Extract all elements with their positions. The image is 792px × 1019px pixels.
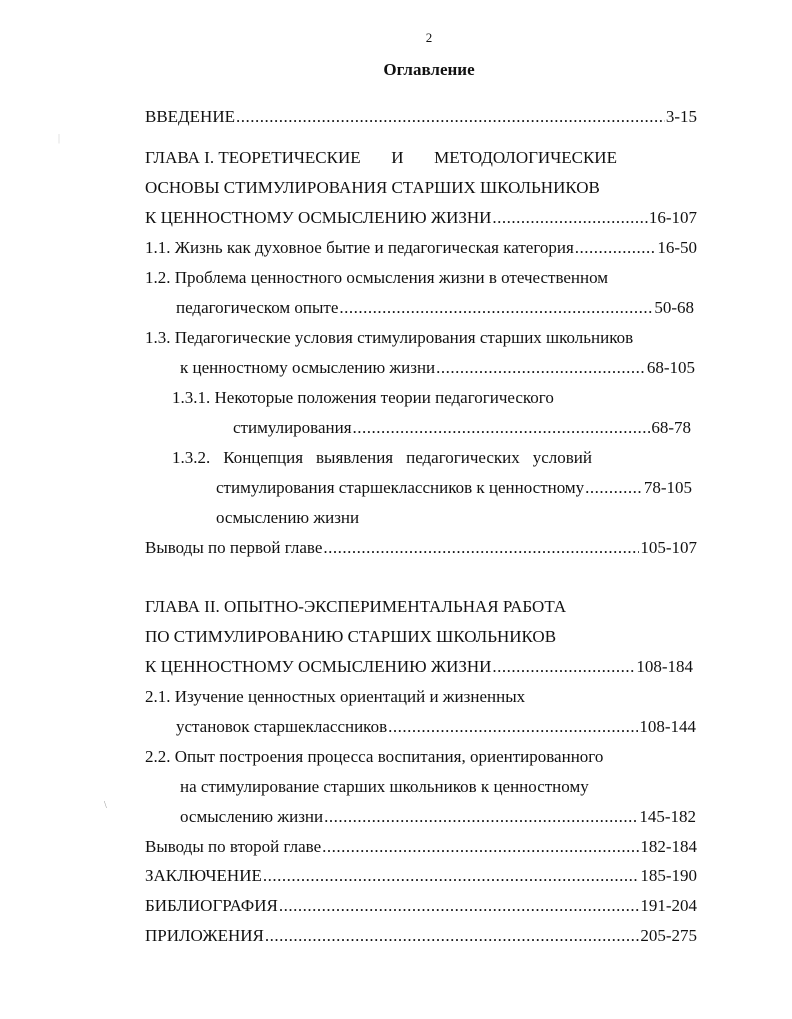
toc-chapter-2-line3[interactable] xyxy=(145,657,693,677)
scan-speck: | xyxy=(58,133,61,144)
toc-entry-label: установок старшеклассников xyxy=(176,717,388,736)
toc-entry-2-1-line1[interactable]: 2.1. Изучение ценностных ориентаций и жизненных xyxy=(145,687,526,706)
toc-entry-pages: 105-107 xyxy=(640,538,697,557)
toc-entry-label: ПРИЛОЖЕНИЯ xyxy=(145,926,264,945)
toc-entry-label: Выводы по первой главе xyxy=(145,538,323,557)
toc-entry-2-1-line2[interactable] xyxy=(176,717,696,737)
toc-entry-label: К ЦЕННОСТНОМУ ОСМЫСЛЕНИЮ ЖИЗНИ xyxy=(145,208,492,227)
toc-entry-label: ВВЕДЕНИЕ xyxy=(145,107,235,126)
leader-dots xyxy=(353,418,651,438)
toc-entry-pages: 182-184 xyxy=(640,837,697,856)
toc-entry-label: педагогическом опыте xyxy=(176,298,339,317)
toc-entry-pages: 16-50 xyxy=(657,238,697,257)
toc-entry-1-3-line1[interactable]: 1.3. Педагогические условия стимулирования старших школьников xyxy=(145,328,634,347)
toc-entry-1-3-line2[interactable] xyxy=(180,358,695,378)
toc-entry-pages: 205-275 xyxy=(640,926,697,945)
toc-entry-1-1[interactable] xyxy=(145,238,697,258)
leader-dots xyxy=(323,538,639,558)
toc-entry-1-3-2-line1[interactable] xyxy=(172,448,592,468)
toc-chapter-2-line1[interactable]: ГЛАВА II. ОПЫТНО-ЭКСПЕРИМЕНТАЛЬНАЯ РАБОТА xyxy=(145,597,567,616)
toc-chapter-2-line2[interactable]: ПО СТИМУЛИРОВАНИЮ СТАРШИХ ШКОЛЬНИКОВ xyxy=(145,627,557,646)
word: МЕТОДОЛОГИЧЕСКИЕ xyxy=(434,148,617,167)
toc-entry-pages: 78-105 xyxy=(643,478,692,497)
page-number: 2 xyxy=(425,30,433,45)
toc-entry-label: ЗАКЛЮЧЕНИЕ xyxy=(145,866,262,885)
toc-entry-2-2-line1[interactable]: 2.2. Опыт построения процесса воспитания, ориентированного xyxy=(145,747,604,766)
toc-entry-label: к ценностному осмыслению жизни xyxy=(180,358,436,377)
toc-entry-bibliography[interactable] xyxy=(145,896,697,916)
toc-entry-2-2-line2[interactable]: на стимулирование старших школьников к ценностному xyxy=(180,777,589,796)
toc-entry-pages: 185-190 xyxy=(640,866,697,885)
word: И xyxy=(391,148,404,167)
leader-dots xyxy=(585,478,643,498)
toc-entry-pages: 145-182 xyxy=(639,807,696,826)
leader-dots xyxy=(436,358,646,378)
toc-entry-2-2-line3[interactable] xyxy=(180,807,696,827)
toc-entry-label: 1.1. Жизнь как духовное бытие и педагогическая категория xyxy=(145,238,574,257)
toc-entry-pages: 68-78 xyxy=(651,418,691,437)
toc-entry-conclusion[interactable] xyxy=(145,866,697,886)
toc-entry-1-3-2-line2[interactable] xyxy=(216,478,692,498)
toc-chapter-1-line1[interactable] xyxy=(145,148,617,168)
leader-dots xyxy=(263,866,639,886)
toc-entry-label: Выводы по второй главе xyxy=(145,837,322,856)
toc-chapter-1-line3[interactable] xyxy=(145,208,697,228)
leader-dots xyxy=(575,238,657,258)
scan-speck: \ xyxy=(104,800,107,811)
toc-entry-label: стимулирования xyxy=(233,418,352,437)
leader-dots xyxy=(492,208,647,228)
toc-entry-pages: 108-144 xyxy=(639,717,696,736)
word: Концепция xyxy=(223,448,304,467)
toc-entry-pages: 68-105 xyxy=(646,358,695,377)
toc-entry-appendices[interactable] xyxy=(145,926,697,946)
leader-dots xyxy=(492,657,635,677)
leader-dots xyxy=(279,896,640,916)
toc-entry-pages: 108-184 xyxy=(636,657,693,676)
toc-entry-1-3-2-line3[interactable]: осмыслению жизни xyxy=(216,508,360,527)
toc-entry-1-3-1-line1[interactable]: 1.3.1. Некоторые положения теории педагогического xyxy=(172,388,554,407)
leader-dots xyxy=(265,926,639,946)
toc-entry-label: К ЦЕННОСТНОМУ ОСМЫСЛЕНИЮ ЖИЗНИ xyxy=(145,657,492,676)
toc-entry-pages: 50-68 xyxy=(654,298,694,317)
leader-dots xyxy=(324,807,638,827)
word: выявления xyxy=(316,448,394,467)
toc-chapter-1-line2[interactable]: ОСНОВЫ СТИМУЛИРОВАНИЯ СТАРШИХ ШКОЛЬНИКОВ xyxy=(145,178,600,197)
toc-entry-1-2-line2[interactable] xyxy=(176,298,694,318)
leader-dots xyxy=(322,837,639,857)
toc-entry-label: стимулирования старшеклассников к ценностному xyxy=(216,478,585,497)
toc-entry-1-3-1-line2[interactable] xyxy=(233,418,691,438)
toc-entry-pages: 16-107 xyxy=(648,208,697,227)
word: ГЛАВА I. ТЕОРЕТИЧЕСКИЕ xyxy=(145,148,361,167)
leader-dots xyxy=(388,717,638,737)
toc-entry-label: осмыслению жизни xyxy=(180,807,324,826)
toc-entry-conclusions-ch2[interactable] xyxy=(145,837,697,857)
word: условий xyxy=(532,448,592,467)
toc-entry-1-2-line1[interactable]: 1.2. Проблема ценностного осмысления жизни в отечественном xyxy=(145,268,609,287)
leader-dots xyxy=(339,298,653,318)
leader-dots xyxy=(236,107,665,127)
toc-entry-pages: 3-15 xyxy=(665,107,697,126)
toc-entry-conclusions-ch1[interactable] xyxy=(145,538,697,558)
word: педагогических xyxy=(406,448,520,467)
toc-entry-label: БИБЛИОГРАФИЯ xyxy=(145,896,278,915)
toc-title: Оглавление xyxy=(383,60,475,79)
toc-entry-pages: 191-204 xyxy=(640,896,697,915)
word: 1.3.2. xyxy=(172,448,211,467)
toc-entry-intro[interactable] xyxy=(145,107,697,127)
